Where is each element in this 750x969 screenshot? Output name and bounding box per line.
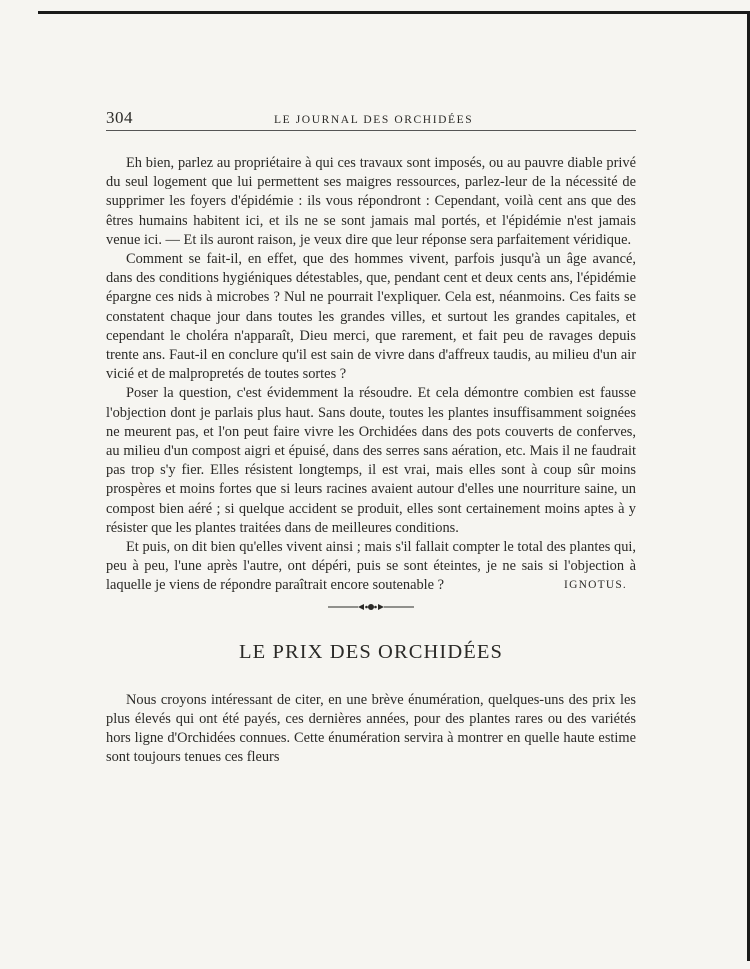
ornament-divider-icon	[326, 600, 416, 614]
journal-title: LE JOURNAL DES ORCHIDÉES	[274, 114, 474, 126]
section-title: LE PRIX DES ORCHIDÉES	[239, 640, 503, 663]
section-paragraph: Nous croyons intéressant de citer, en une brève énumération, quelques-uns des prix les plus élevés qui ont été payés, ces dernières années, pour des plantes rares ou des variétés hors ligne d'Orchidées connues. Cette énumération servira à montrer en quelle haute estime sont toujours tenues ces fleurs	[106, 691, 636, 766]
section-body	[106, 691, 636, 768]
article-paragraph: Et puis, on dit bien qu'elles vivent ainsi ; mais s'il fallait compter le total des plantes qui, peu à peu, l'une après l'autre, ont dépéri, puis se sont éteintes, je ne sais si l'objection à laquelle je viens de répondre paraîtrait encore soutenable ?	[106, 539, 636, 594]
author-signature: IGNOTUS.	[564, 579, 627, 592]
article-paragraph: Comment se fait-il, en effet, que des hommes vivent, parfois jusqu'à un âge avancé, dans des conditions hygiéniques détestables, que, pendant cent et deux cents ans, l'épidémie épargne ces nids à microbes ? Nul ne pourrait l'expliquer. Cela est, néanmoins. Ces faits se constatent chaque jour dans toutes les grandes villes, et surtout les grandes capitales, et cependant le choléra n'apparaît, Dieu merci, que rarement, et fait peu de ravages depuis trente ans. Faut-il en conclure qu'il est sain de vivre dans d'affreux taudis, au milieu d'un air vicié et de malpropretés de toutes sortes ?	[106, 251, 636, 383]
page-number: 304	[106, 108, 133, 127]
article-paragraph: Eh bien, parlez au propriétaire à qui ces travaux sont imposés, ou au pauvre diable privé du seul logement que lui permettent ses maigres ressources, parlez-leur de la nécessité de supprimer les foyers d'épidémie : ils vous répondront : Cependant, voilà cent ans que des êtres humains habitent ici, et ils ne se sont jamais mal portés, et l'épidémie n'est jamais venue ici. — Et ils auront raison, je veux dire que leur réponse sera parfaitement véridique.	[106, 155, 636, 248]
running-header	[106, 106, 636, 131]
page	[106, 106, 636, 768]
scan-top-edge	[38, 11, 750, 14]
article-body	[106, 154, 636, 596]
article-paragraph: Poser la question, c'est évidemment la résoudre. Et cela démontre combien est fausse l'objection dont je parlais plus haut. Sans doute, toutes les plantes insuffisamment soignées ne meurent pas, et l'on peut faire vivre les Orchidées dans des pots couverts de conferves, au milieu d'un compost aigri et épuisé, dans des serres sans aération, etc. Mais il ne faudrait pas trop s'y fier. Elles résistent longtemps, il est vrai, mais elles sont à coup sûr moins prospères et moins fortes que si leurs racines avaient autour d'elles une nourriture saine, un compost bien aéré ; si quelque accident se produit, elles sont certainement moins aptes à y résister que les plantes traitées dans de meilleures conditions.	[106, 385, 636, 536]
